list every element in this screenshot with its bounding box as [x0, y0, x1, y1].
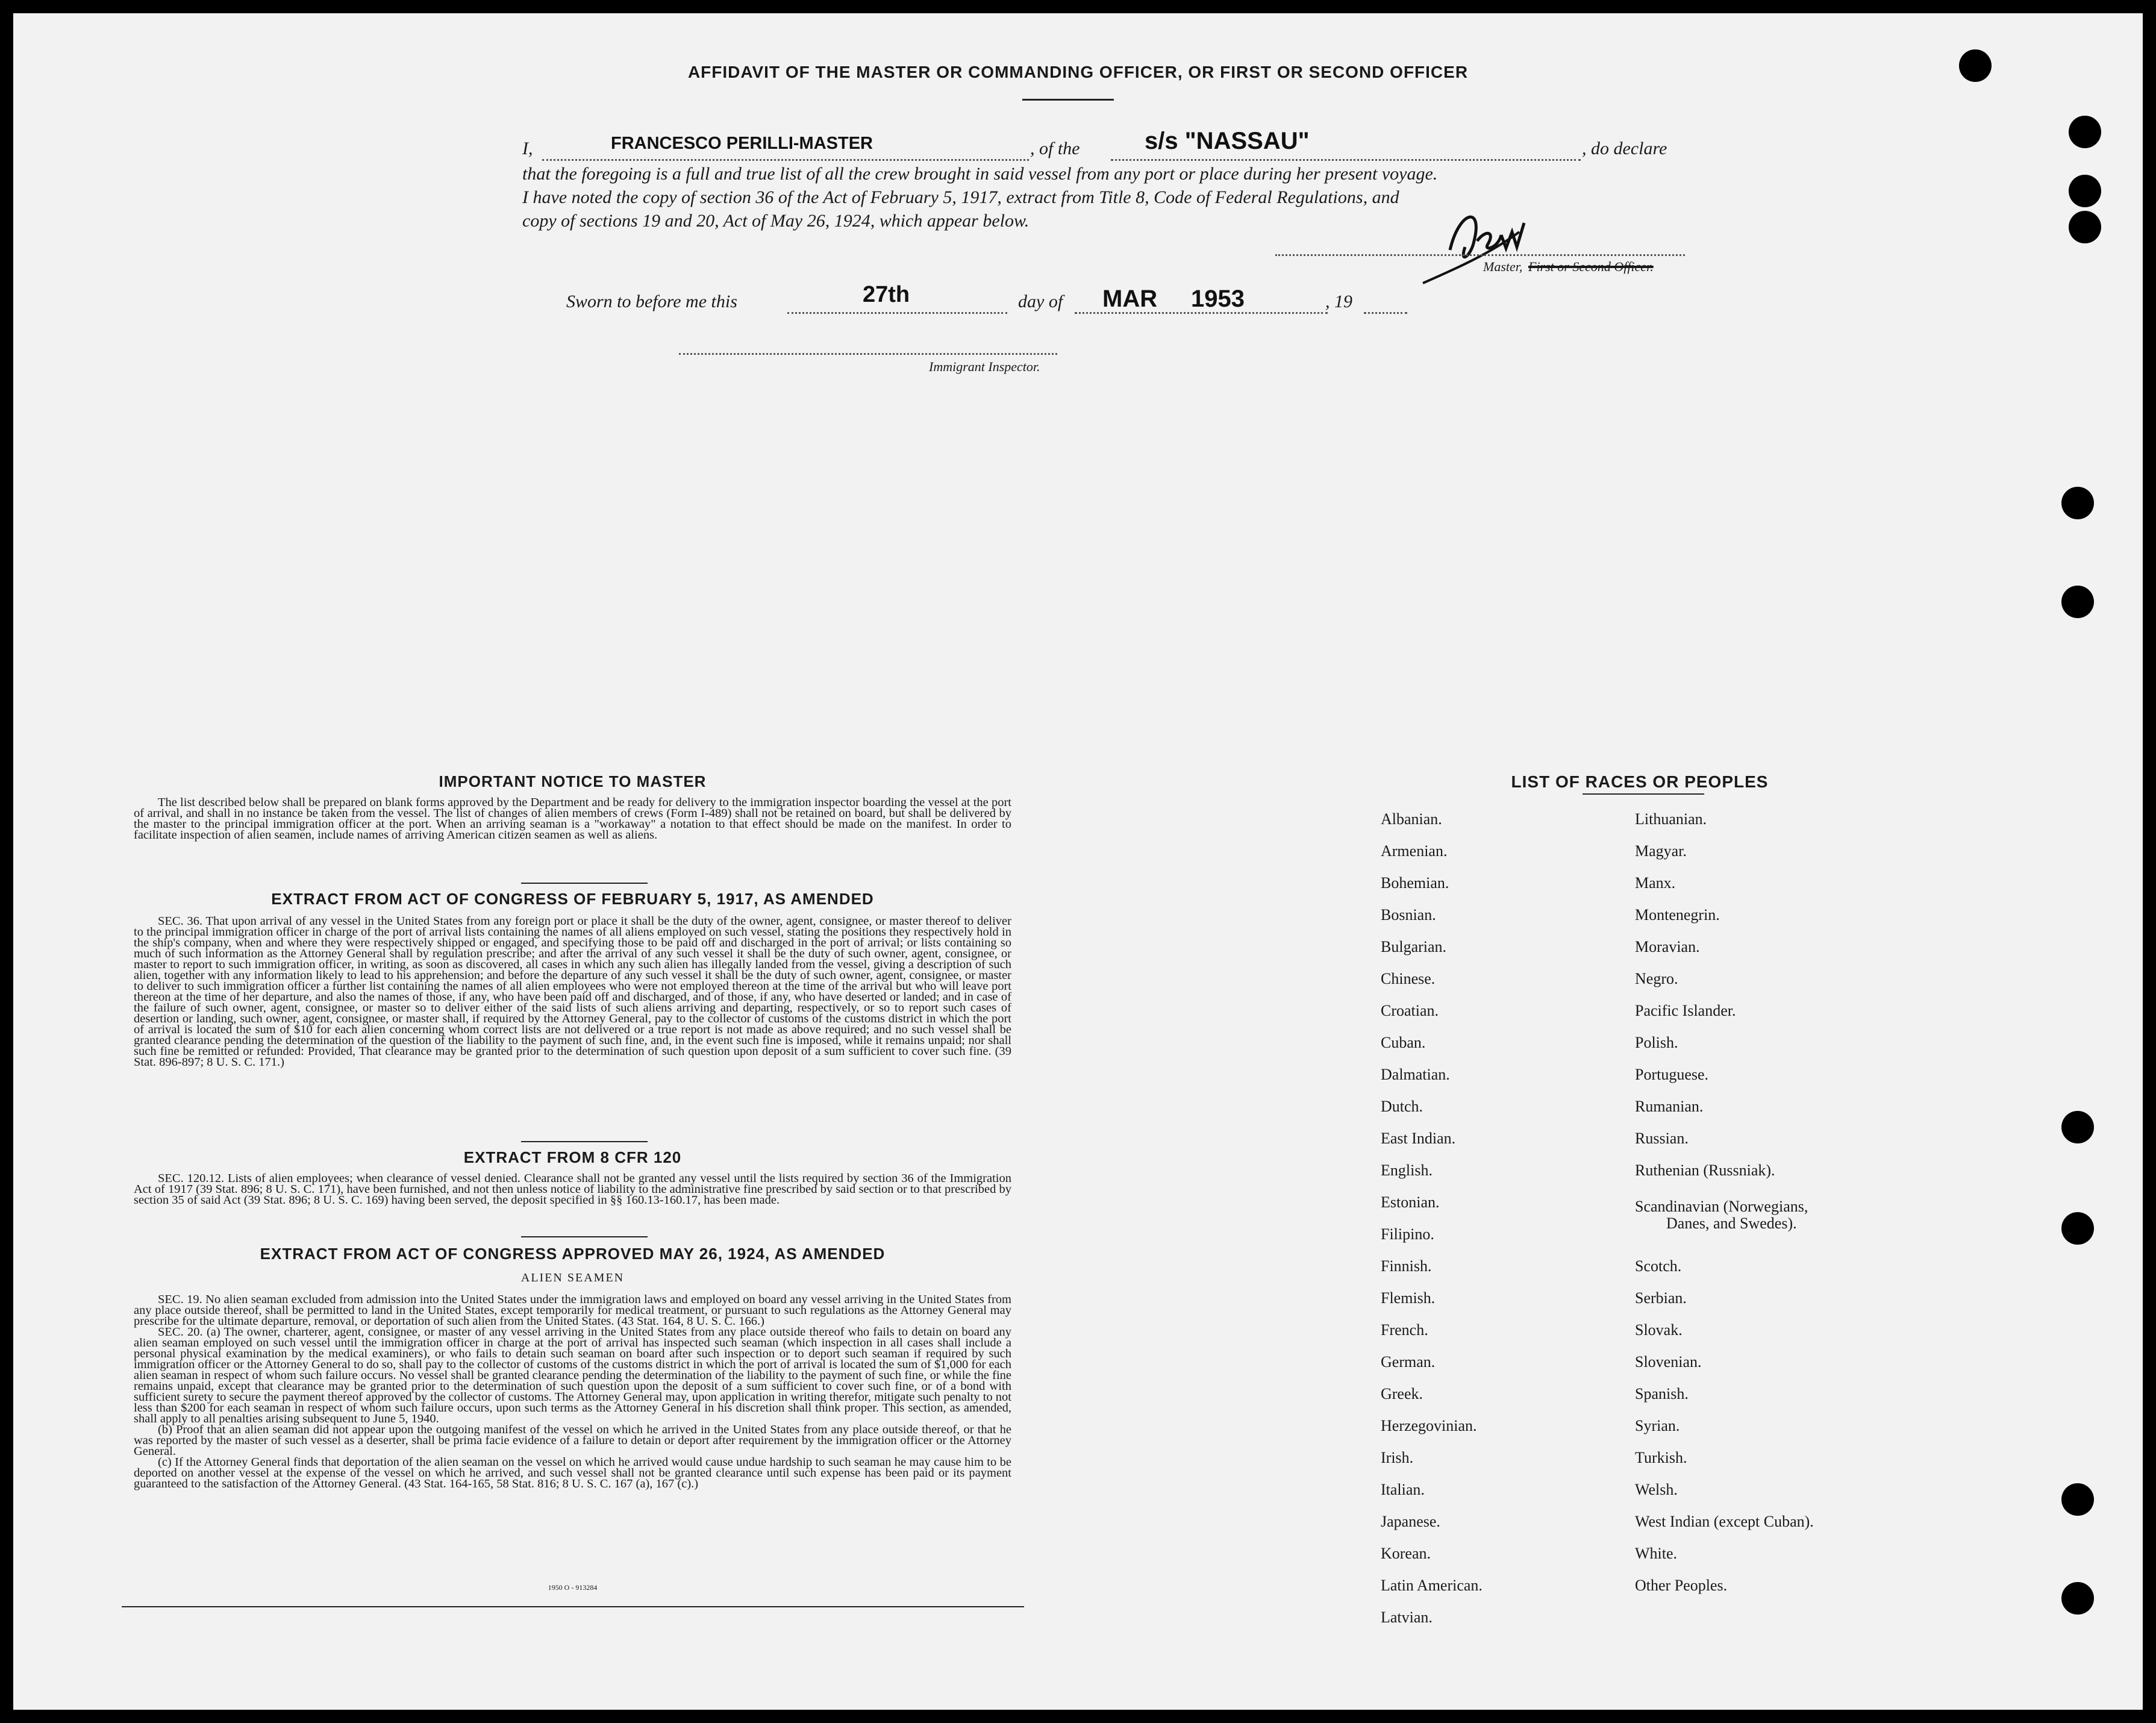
race-item: Spanish. [1635, 1385, 1689, 1402]
sworn-prefix: Sworn to before me this [566, 292, 737, 311]
notice-title: IMPORTANT NOTICE TO MASTER [439, 772, 707, 790]
extract-1924-subtitle: ALIEN SEAMEN [520, 1271, 625, 1284]
race-item: Rumanian. [1635, 1098, 1704, 1115]
day-line [787, 312, 1007, 314]
divider-3 [521, 1236, 648, 1237]
race-item: Filipino. [1381, 1225, 1434, 1243]
races-title: LIST OF RACES OR PEOPLES [1511, 772, 1769, 791]
race-item: Bosnian. [1381, 906, 1436, 924]
year-prefix: , 19 [1325, 292, 1352, 311]
race-item: Herzegovinian. [1381, 1417, 1477, 1434]
binder-hole [2069, 116, 2101, 148]
race-item: Slovenian. [1635, 1353, 1702, 1371]
binder-hole [2061, 586, 2094, 618]
binder-hole [1959, 49, 1992, 82]
title-divider [1022, 99, 1114, 101]
races-divider [1583, 793, 1704, 795]
race-item: Cuban. [1381, 1034, 1426, 1051]
sworn-day: 27th [863, 282, 910, 307]
binder-hole [2061, 1111, 2094, 1143]
race-item: Slovak. [1635, 1321, 1683, 1339]
bottom-rule [122, 1606, 1024, 1607]
race-item: Armenian. [1381, 842, 1448, 860]
race-item: Finnish. [1381, 1257, 1432, 1275]
binder-hole [2061, 1483, 2094, 1516]
name-line [542, 159, 1029, 161]
race-item: Manx. [1635, 874, 1676, 892]
divider-2 [521, 1141, 648, 1142]
race-item: Latvian. [1381, 1609, 1433, 1626]
race-item: German. [1381, 1353, 1436, 1371]
affidavit-pronoun: I, [522, 139, 533, 158]
race-item: Japanese. [1381, 1513, 1440, 1530]
affidavit-title: AFFIDAVIT OF THE MASTER OR COMMANDING OFFICER, OR FIRST OR SECOND OFFICER [687, 63, 1469, 81]
race-item: Scandinavian (Norwegians, [1635, 1198, 1808, 1215]
race-item: Dutch. [1381, 1098, 1423, 1115]
race-item: Chinese. [1381, 970, 1436, 987]
binder-hole [2069, 211, 2101, 243]
race-item: Other Peoples. [1635, 1577, 1728, 1594]
notice-text: The list described below shall be prepared on blank forms approved by the Department and be ready for delivery to the immigration inspector boarding the vessel at the port of arrival, and shall in no instance be taken from the vessel. The list of changes of alien members of crews (Form I-489) shall not be retained on board, but shall be delivered by the master to the principal immigration officer at the port. When an arriving seaman is a "workaway" a notation to that effect should be made on the manifest. In order to facilitate inspection of alien seamen, include names of arriving American citizen seamen as well as aliens. [134, 796, 1011, 842]
race-item: Bulgarian. [1381, 938, 1447, 955]
signature-caption-struck: First or Second Officer. [1528, 259, 1654, 274]
race-item: Negro. [1635, 970, 1678, 987]
race-item: Ruthenian (Russniak). [1635, 1162, 1775, 1179]
sworn-year: 1953 [1191, 286, 1245, 312]
do-declare-text: , do declare [1582, 139, 1667, 158]
race-item: Russian. [1635, 1130, 1689, 1147]
affidavit-body-1: that the foregoing is a full and true list of all the crew brought in said vessel from any port or place during her present voyage. [522, 164, 1438, 184]
extract-1924-sec20c: (c) If the Attorney General finds that deportation of the alien seaman on the vessel on which he arrived would cause undue hardship to such seaman he may cause him to be deported on another vessel at the expense of the vessel on which he arrived, and such vessel shall not be granted clearance until such expense has been paid or its payment guaranteed to the satisfaction of the Attorney General. (43 Stat. 164-165, 58 Stat. 816; 8 U. S. C. 167 (a), 167 (c).) [134, 1456, 1011, 1490]
sworn-month: MAR [1102, 286, 1158, 312]
affidavit-body-2: I have noted the copy of section 36 of the Act of February 5, 1917, extract from Title 8, Code of Federal Regulations, and [522, 187, 1399, 207]
vessel-line [1111, 159, 1581, 161]
race-item: Pacific Islander. [1635, 1002, 1736, 1019]
master-signature [1417, 199, 1567, 289]
race-item: Bohemian. [1381, 874, 1449, 892]
binder-hole [2069, 175, 2101, 207]
binder-hole [2061, 1582, 2094, 1615]
race-item: Welsh. [1635, 1481, 1678, 1498]
race-item: Italian. [1381, 1481, 1425, 1498]
signature-caption: Master, [1483, 259, 1523, 274]
race-item: Serbian. [1635, 1289, 1687, 1307]
race-item: Syrian. [1635, 1417, 1680, 1434]
race-item: English. [1381, 1162, 1433, 1179]
race-item: West Indian (except Cuban). [1635, 1513, 1814, 1530]
affidavit-body-3: copy of sections 19 and 20, Act of May 26, 1924, which appear below. [522, 211, 1030, 231]
race-item: Estonian. [1381, 1193, 1440, 1211]
race-item: Turkish. [1635, 1449, 1687, 1466]
race-item: Scotch. [1635, 1257, 1682, 1275]
race-item: White. [1635, 1545, 1678, 1562]
extract-1924-body [134, 1294, 1011, 1489]
divider-1 [521, 883, 648, 884]
form-sheet [13, 13, 2143, 1710]
race-item: Lithuanian. [1635, 810, 1707, 828]
vessel-name: s/s "NASSAU" [1145, 128, 1310, 154]
race-item: Polish. [1635, 1034, 1678, 1051]
race-item: Greek. [1381, 1385, 1423, 1402]
race-item: Latin American. [1381, 1577, 1483, 1594]
day-of-text: day of [1018, 292, 1063, 311]
extract-1917-text: SEC. 36. That upon arrival of any vessel in the United States from any foreign port or place it shall be the duty of the owner, agent, consignee, or master thereof to deliver to the principal immigration officer in charge of the port of arrival lists containing the names of all aliens employed on such vessel, stating the positions they respectively hold in the ship's company, when and where they were respectively shipped or engaged, and specifying those to be paid off and discharged in the port of arrival; or lists containing so much of such information as the Attorney General shall by regulation prescribe; and after the arrival of any such vessel it shall be the duty of such owner, agent, consignee, or master to report to such immigration officer, in writing, as soon as discovered, all cases in which any such alien has illegally landed from the vessel, giving a description of such alien, together with any information likely to lead to his apprehension; and before the departure of any such vessel it shall be the duty of such owner, agent, consignee, or master to deliver to such immigration officer a further list containing the names of all alien employees who were not employed thereon at the time of the arrival but who will leave port thereon at the time of her departure, and also the names of those, if any, who have been paid off and discharged, and of those, if any, who have deserted or landed; and in case of the failure of such owner, agent, consignee, or master so to deliver either of the said lists of such aliens arriving and departing, respectively, or so to report such cases of desertion or landing, such owner, agent, consignee, or master shall, if required by the Attorney General, pay to the collector of customs of the customs district in which the port of arrival is located the sum of $10 for each alien concerning whom correct lists are not delivered or a true report is not made as above required; and no such vessel shall be granted clearance pending the determination of the question of the liability to the payment of such fine, and, in the event such fine is imposed, while it remains unpaid; nor shall such fine be remitted or refunded: Provided, That clearance may be granted prior to the determination of such question upon deposit of a sum sufficient to cover such fine. (39 Stat. 896-897; 8 U. S. C. 171.) [134, 915, 1011, 1069]
race-item: Moravian. [1635, 938, 1700, 955]
race-item: Montenegrin. [1635, 906, 1720, 924]
binder-hole [2061, 1212, 2094, 1245]
race-item: Flemish. [1381, 1289, 1436, 1307]
print-code: 1950 O - 913284 [548, 1583, 598, 1592]
race-item: Portuguese. [1635, 1066, 1709, 1083]
extract-1917-title: EXTRACT FROM ACT OF CONGRESS OF FEBRUARY 5, 1917, AS AMENDED [271, 890, 874, 908]
race-item: Croatian. [1381, 1002, 1439, 1019]
race-item: Albanian. [1381, 810, 1442, 828]
signature-line [1275, 254, 1685, 256]
year-line [1364, 312, 1407, 314]
extract-1924-sec20a: SEC. 20. (a) The owner, charterer, agent, consignee, or master of any vessel arriving in the United States from any place outside thereof who fails to detain on board any alien seaman employed on such vessel until the immigration officer in charge at the port of arrival has inspected such seaman (which inspection in all cases shall include a personal physical examination by the medical examiners), or who fails to detain such seaman on board after such inspection or to deport such seaman if required by such immigration officer or the Attorney General to do so, shall pay to the collector of customs of the customs district in which the port of arrival is located the sum of $1,000 for each alien seaman in respect of whom such failure occurs. No vessel shall be granted clearance pending the determination of the liability to the payment of such fine, or while the fine remains unpaid, except that clearance may be granted prior to the determination of such question upon the deposit of a sum sufficient to cover such fine, or of a bond with sufficient surety to secure the payment thereof approved by the collector of customs. The Attorney General may, upon application in writing therefor, mitigate such penalty to not less than $200 for each seaman in respect of whom such failure occurs, upon such terms as the Attorney General in his discretion shall think proper. This section, as amended, shall apply to all penalties arising subsequent to June 5, 1940. [134, 1325, 1011, 1425]
extract-1924-sec20b: (b) Proof that an alien seaman did not appear upon the outgoing manifest of the vessel on which he arrived in the United States from any place outside thereof, or that he was reported by the master of such vessel as a deserter, shall be prima facie evidence of a failure to detain or deport after requirement by the immigration officer or the Attorney General. [134, 1423, 1011, 1458]
binder-hole [2061, 487, 2094, 519]
race-item: Irish. [1381, 1449, 1414, 1466]
race-item: Korean. [1381, 1545, 1431, 1562]
extract-1924-title: EXTRACT FROM ACT OF CONGRESS APPROVED MAY 26, 1924, AS AMENDED [260, 1245, 886, 1263]
race-item: East Indian. [1381, 1130, 1456, 1147]
extract-cfr-title: EXTRACT FROM 8 CFR 120 [463, 1148, 682, 1166]
extract-1924-sec19: SEC. 19. No alien seaman excluded from admission into the United States under the immigration laws and employed on board any vessel arriving in the United States from any place outside thereof, shall be permitted to land in the United States, except temporarily for medical treatment, or pursuant to such regulations as the Attorney General may prescribe for the ultimate departure, removal, or deportation of such alien from the United States. (43 Stat. 164, 8 U. S. C. 166.) [134, 1293, 1011, 1328]
race-item: Dalmatian. [1381, 1066, 1450, 1083]
of-the-text: , of the [1030, 139, 1080, 158]
extract-cfr-text: SEC. 120.12. Lists of alien employees; when clearance of vessel denied. Clearance shall not be granted any vessel until the lists required by section 36 of the Immigration Act of 1917 (39 Stat. 896; 8 U. S. C. 171), have been furnished, and not then unless notice of liability to the administrative fine prescribed by said section or to that prescribed by section 35 of said Act (39 Stat. 896; 8 U. S. C. 169) having been served, the deposit specified in §§ 160.13-160.17, has been made. [134, 1172, 1011, 1207]
master-name: FRANCESCO PERILLI-MASTER [611, 134, 873, 153]
race-item: Magyar. [1635, 842, 1687, 860]
inspector-caption: Immigrant Inspector. [929, 359, 1040, 374]
race-item: French. [1381, 1321, 1428, 1339]
inspector-line [679, 353, 1057, 355]
race-item: Danes, and Swedes). [1666, 1215, 1797, 1232]
